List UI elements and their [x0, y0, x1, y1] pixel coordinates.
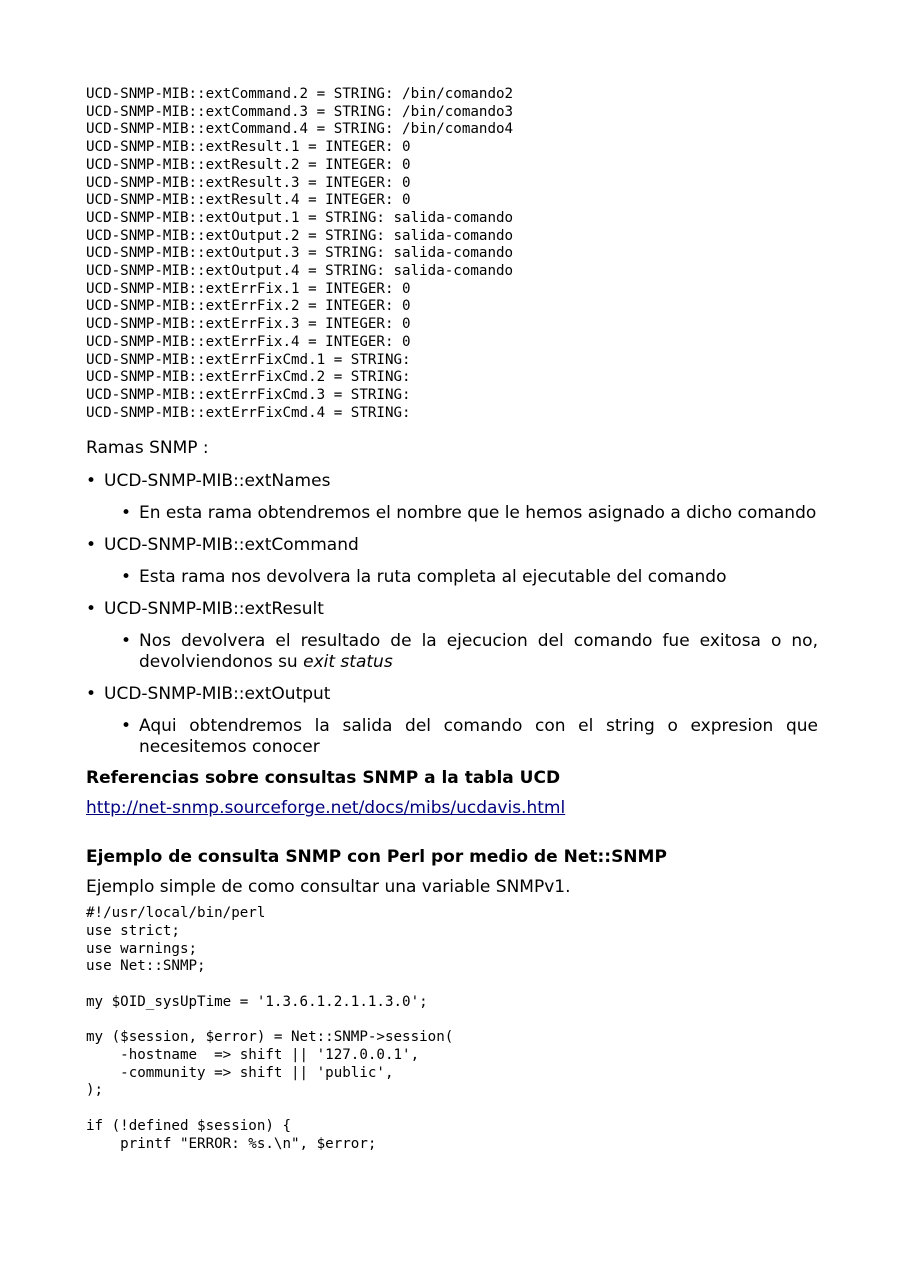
ramas-list	[86, 471, 818, 758]
bullet-icon: •	[86, 599, 97, 620]
list-item	[104, 716, 818, 758]
rama-description: Aqui obtendremos la salida del comando con el string o expresion que necesitemos conocer	[139, 716, 818, 758]
bullet-icon: •	[86, 684, 97, 705]
rama-label: UCD-SNMP-MIB::extNames	[104, 471, 331, 492]
bullet-icon: •	[121, 503, 132, 524]
referencias-heading: Referencias sobre consultas SNMP a la tabla UCD	[86, 768, 561, 789]
rama-label: UCD-SNMP-MIB::extCommand	[104, 535, 359, 556]
list-item	[104, 567, 818, 588]
ejemplo-heading: Ejemplo de consulta SNMP con Perl por medio de Net::SNMP	[86, 847, 667, 868]
perl-code-block: #!/usr/local/bin/perl use strict; use warnings; use Net::SNMP; my $OID_sysUpTime = '1.3.6.1.2.1.1.3.0'; my ($session, $error) = Net::SNMP->session( -hostname => shift || '127.0.0.1', -community => shift || 'public', ); if (!defined $session) { printf "ERROR: %s.\n", $error;	[86, 905, 454, 1152]
list-item	[104, 503, 818, 524]
list-item	[104, 631, 818, 673]
bullet-icon: •	[86, 535, 97, 556]
rama-description: En esta rama obtendremos el nombre que le hemos asignado a dicho comando	[139, 503, 817, 524]
list-item	[86, 684, 818, 758]
rama-description: Nos devolvera el resultado de la ejecucion del comando fue exitosa o no, devolviendonos su exit status	[139, 631, 818, 673]
bullet-icon: •	[121, 716, 132, 737]
snmp-output-block: UCD-SNMP-MIB::extCommand.2 = STRING: /bin/comando2 UCD-SNMP-MIB::extCommand.3 = STRING: /bin/comando3 UCD-SNMP-MIB::extCommand.4 = STRING: /bin/comando4 UCD-SNMP-MIB::extResult.1 = INTEGER: 0 UCD-SNMP-MIB::extResult.2 = INTEGER: 0 UCD-SNMP-MIB::extResult.3 = INTEGER: 0 UCD-SNMP-MIB::extResult.4 = INTEGER: 0 UCD-SNMP-MIB::extOutput.1 = STRING: salida-comando UCD-SNMP-MIB::extOutput.2 = STRING: salida-comando UCD-SNMP-MIB::extOutput.3 = STRING: salida-comando UCD-SNMP-MIB::extOutput.4 = STRING: salida-comando UCD-SNMP-MIB::extErrFix.1 = INTEGER: 0 UCD-SNMP-MIB::extErrFix.2 = INTEGER: 0 UCD-SNMP-MIB::extErrFix.3 = INTEGER: 0 UCD-SNMP-MIB::extErrFix.4 = INTEGER: 0 UCD-SNMP-MIB::extErrFixCmd.1 = STRING: UCD-SNMP-MIB::extErrFixCmd.2 = STRING: UCD-SNMP-MIB::extErrFixCmd.3 = STRING: UCD-SNMP-MIB::extErrFixCmd.4 = STRING:	[86, 86, 514, 421]
list-item	[86, 599, 818, 673]
bullet-icon: •	[86, 471, 97, 492]
rama-label: UCD-SNMP-MIB::extResult	[104, 599, 324, 620]
list-item	[86, 471, 818, 524]
rama-label: UCD-SNMP-MIB::extOutput	[104, 684, 331, 705]
ucdavis-reference-link[interactable]: http://net-snmp.sourceforge.net/docs/mibs/ucdavis.html	[86, 798, 566, 819]
ejemplo-intro: Ejemplo simple de como consultar una variable SNMPv1.	[86, 877, 571, 898]
ramas-title: Ramas SNMP :	[86, 438, 209, 459]
rama-description: Esta rama nos devolvera la ruta completa al ejecutable del comando	[139, 567, 727, 588]
document-page	[86, 86, 818, 1153]
list-item	[86, 535, 818, 588]
bullet-icon: •	[121, 567, 132, 588]
bullet-icon: •	[121, 631, 132, 652]
